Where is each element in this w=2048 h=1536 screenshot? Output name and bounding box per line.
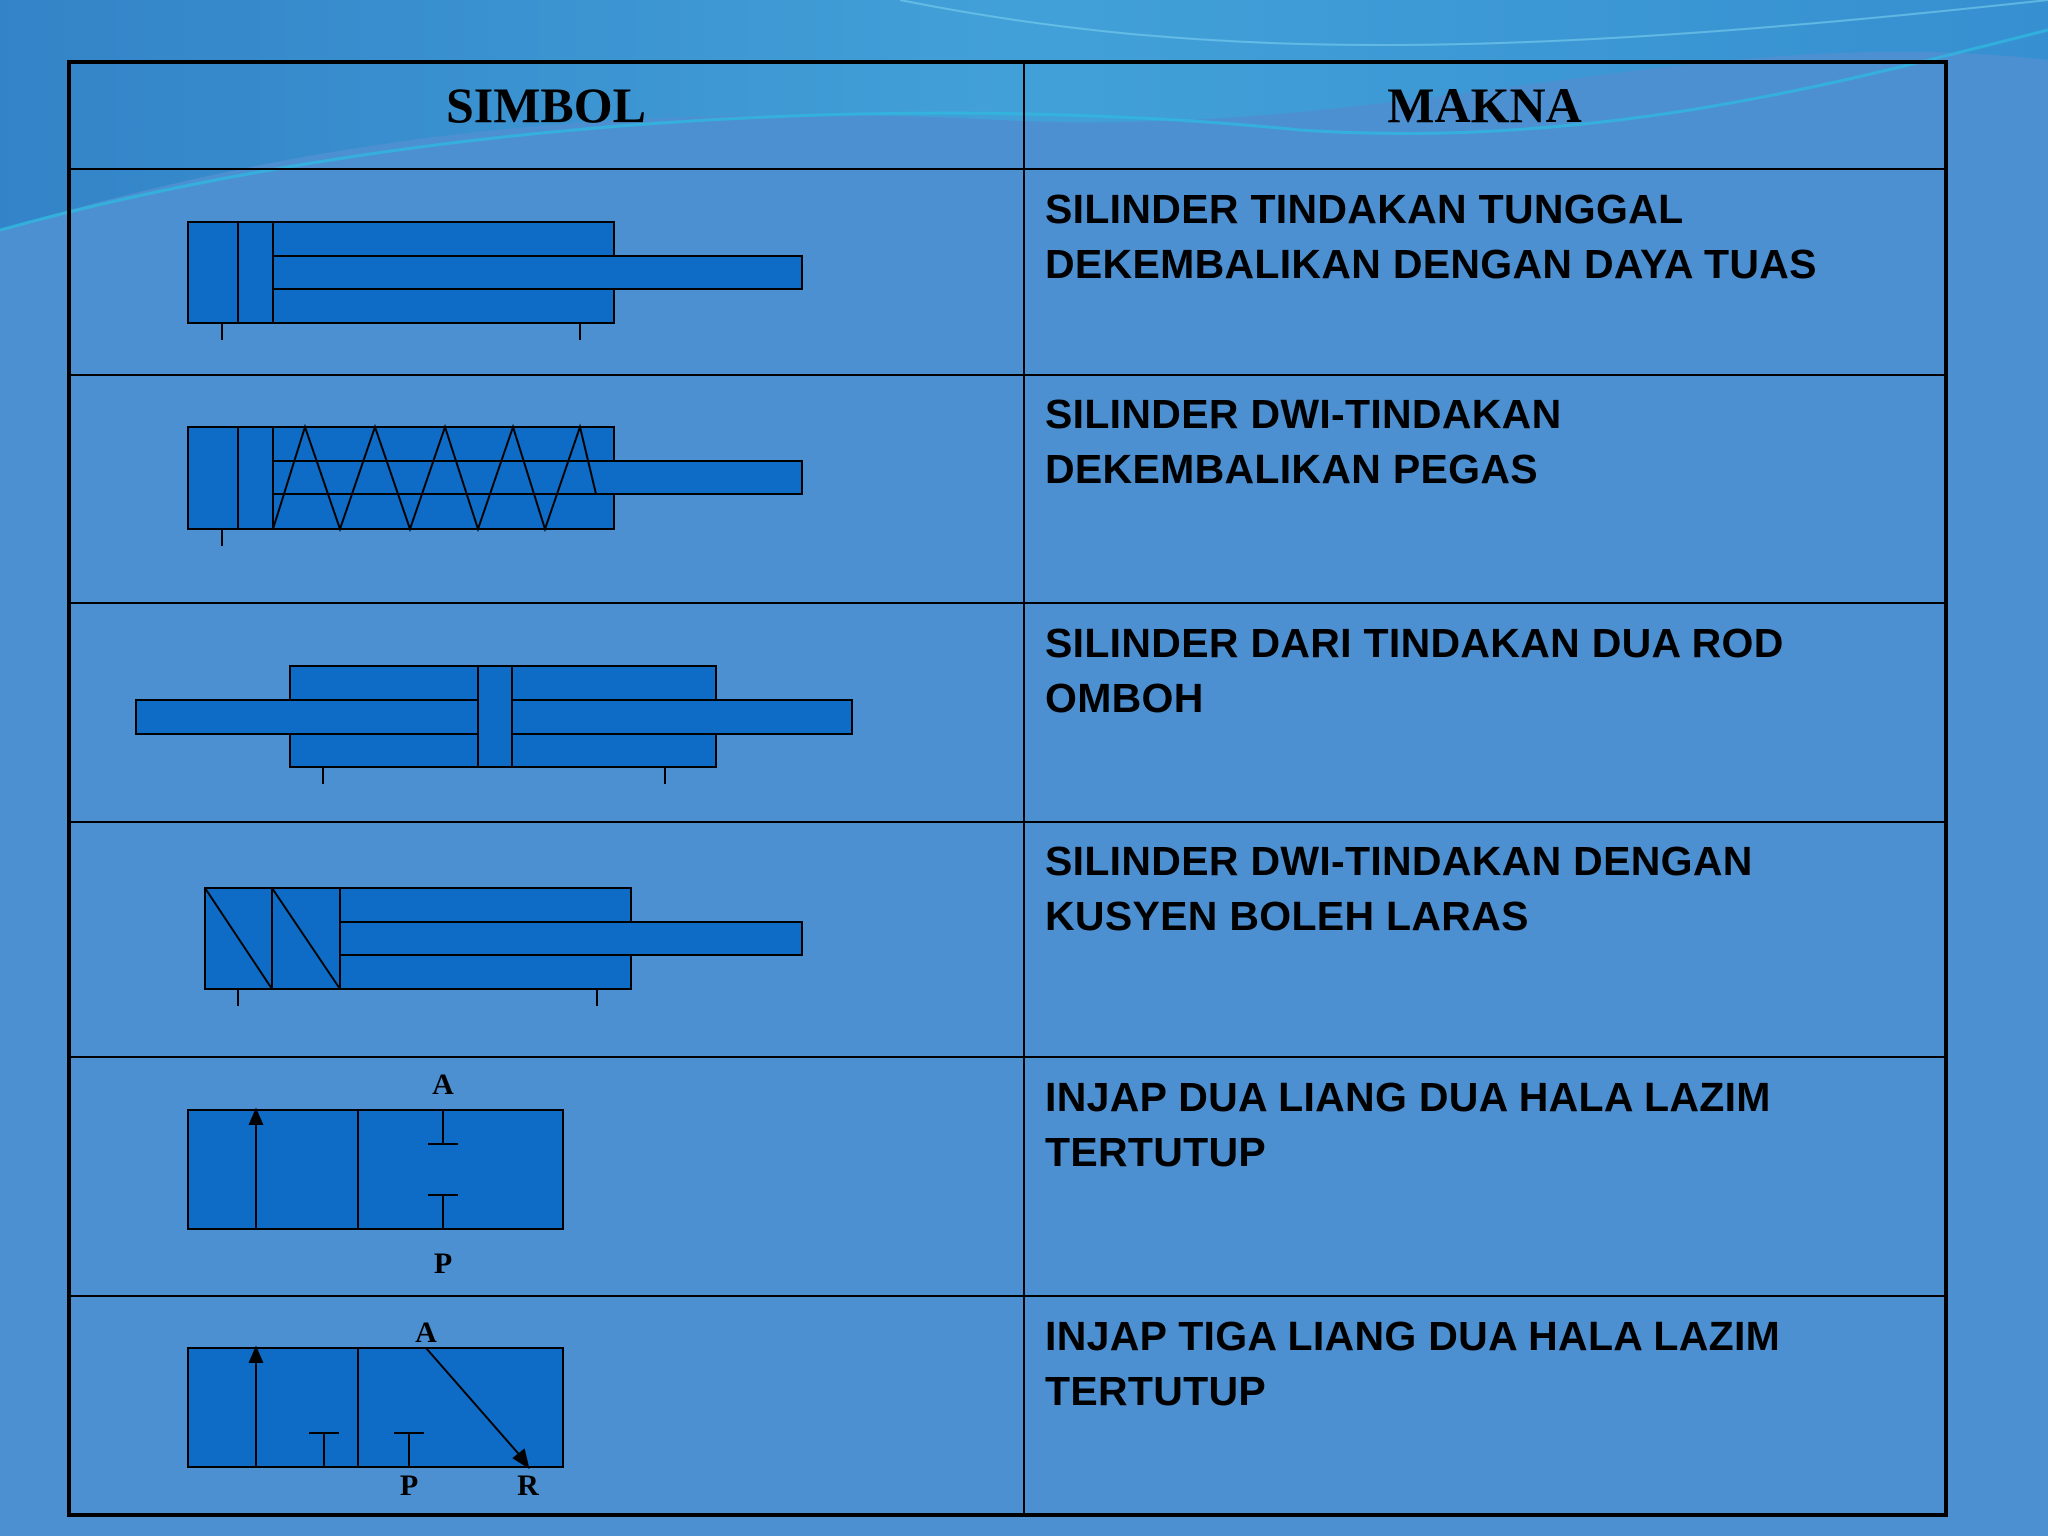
meaning-line: DEKEMBALIKAN DENGAN DAYA TUAS <box>1045 241 1817 287</box>
port-label-p: P <box>433 1247 453 1280</box>
meaning-line: SILINDER DWI-TINDAKAN <box>1045 391 1562 437</box>
double-rod-cylinder-icon <box>136 666 852 784</box>
meaning-line: KUSYEN BOLEH LARAS <box>1045 893 1529 939</box>
meaning-line: SILINDER TINDAKAN TUNGGAL <box>1045 186 1684 232</box>
port-label-a: A <box>415 1316 437 1349</box>
two-port-two-way-valve-icon <box>188 1110 563 1229</box>
meaning-line: OMBOH <box>1045 675 1204 721</box>
meaning-line: DEKEMBALIKAN PEGAS <box>1045 446 1538 492</box>
port-label-r: R <box>517 1469 539 1502</box>
double-acting-cylinder-spring-return-icon <box>188 427 802 546</box>
port-label-p: P <box>399 1469 419 1502</box>
header-meaning: MAKNA <box>1387 77 1582 133</box>
header-symbol: SIMBOL <box>445 77 647 133</box>
three-port-two-way-valve-icon <box>188 1348 563 1467</box>
meaning-line: INJAP DUA LIANG DUA HALA LAZIM <box>1045 1074 1771 1120</box>
double-acting-cylinder-adjustable-cushion-icon <box>205 888 802 1006</box>
meaning-line: TERTUTUP <box>1045 1129 1267 1175</box>
port-label-a: A <box>432 1068 454 1101</box>
meaning-line: SILINDER DWI-TINDAKAN DENGAN <box>1045 838 1753 884</box>
meaning-line: TERTUTUP <box>1045 1368 1267 1414</box>
meaning-line: SILINDER DARI TINDAKAN DUA ROD <box>1045 620 1784 666</box>
meaning-line: INJAP TIGA LIANG DUA HALA LAZIM <box>1045 1313 1781 1359</box>
single-acting-cylinder-lever-return-icon <box>188 222 802 340</box>
